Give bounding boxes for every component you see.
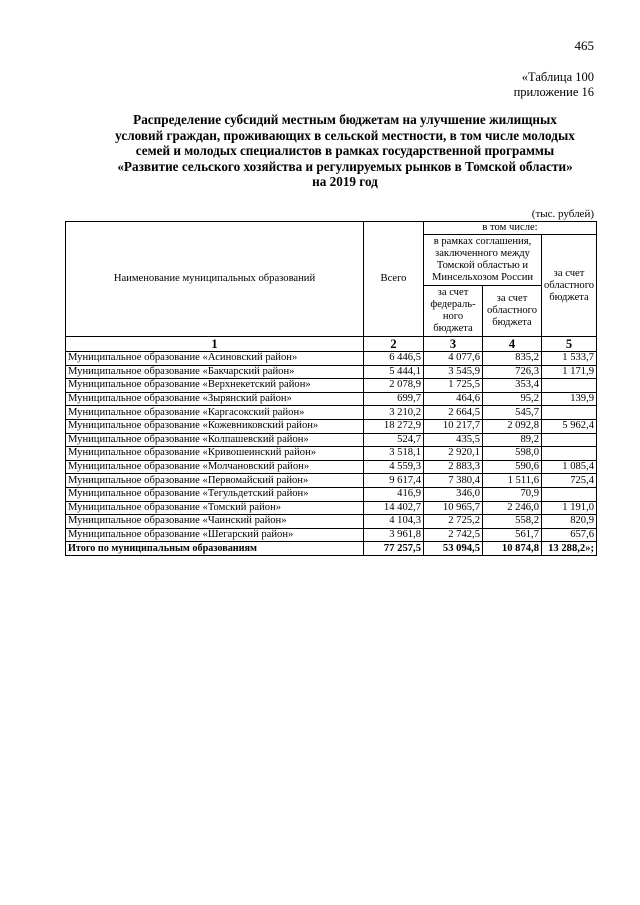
cell-regional-in: 726,3 <box>483 365 542 379</box>
column-number: 1 <box>66 337 364 352</box>
cell-regional <box>542 447 597 461</box>
cell-name: Муниципальное образование «Верхнекетский район» <box>66 379 364 393</box>
header-name: Наименование муниципальных образований <box>66 222 364 337</box>
cell-regional-in: 95,2 <box>483 392 542 406</box>
header-including: в том числе: <box>424 222 597 235</box>
cell-regional <box>542 487 597 501</box>
header-total: Всего <box>364 222 424 337</box>
cell-total: 3 961,8 <box>364 528 424 542</box>
column-number-row <box>66 337 597 352</box>
cell-name: Муниципальное образование «Каргасокский район» <box>66 406 364 420</box>
cell-name: Муниципальное образование «Кривошеинский район» <box>66 447 364 461</box>
cell-name: Муниципальное образование «Чаинский район» <box>66 515 364 529</box>
cell-name: Муниципальное образование «Молчановский район» <box>66 460 364 474</box>
cell-total: 524,7 <box>364 433 424 447</box>
table-row <box>66 406 597 420</box>
cell-name: Муниципальное образование «Бакчарский район» <box>66 365 364 379</box>
cell-federal: 464,6 <box>424 392 483 406</box>
title-line: «Развитие сельского хозяйства и регулируемых рынков в Томской области» <box>117 158 573 174</box>
cell-regional-in: 2 092,8 <box>483 419 542 433</box>
cell-name: Муниципальное образование «Кожевниковский район» <box>66 419 364 433</box>
cell-federal: 2 920,1 <box>424 447 483 461</box>
cell-name: Муниципальное образование «Зырянский район» <box>66 392 364 406</box>
cell-regional-in: 835,2 <box>483 352 542 366</box>
cell-regional-in: 590,6 <box>483 460 542 474</box>
cell-regional: 1 085,4 <box>542 460 597 474</box>
cell-regional: 725,4 <box>542 474 597 488</box>
cell-total: 699,7 <box>364 392 424 406</box>
table-header <box>66 222 597 352</box>
cell-federal: 10 965,7 <box>424 501 483 515</box>
cell-regional: 1 171,9 <box>542 365 597 379</box>
cell-federal: 10 217,7 <box>424 419 483 433</box>
table-row <box>66 379 597 393</box>
cell-regional-in: 2 246,0 <box>483 501 542 515</box>
cell-regional-in: 558,2 <box>483 515 542 529</box>
cell-total: 4 104,3 <box>364 515 424 529</box>
appendix-reference-line: приложение 16 <box>513 85 594 99</box>
table-row <box>66 515 597 529</box>
column-number: 4 <box>483 337 542 352</box>
cell-total: 2 078,9 <box>364 379 424 393</box>
total-name: Итого по муниципальным образованиям <box>66 542 364 556</box>
cell-regional: 820,9 <box>542 515 597 529</box>
table-row <box>66 392 597 406</box>
page-number: 465 <box>574 38 594 53</box>
cell-name: Муниципальное образование «Шегарский район» <box>66 528 364 542</box>
cell-total: 416,9 <box>364 487 424 501</box>
cell-name: Муниципальное образование «Первомайский район» <box>66 474 364 488</box>
cell-regional-in: 70,9 <box>483 487 542 501</box>
cell-total: 9 617,4 <box>364 474 424 488</box>
cell-federal: 435,5 <box>424 433 483 447</box>
cell-federal: 2 742,5 <box>424 528 483 542</box>
total-regional: 13 288,2»; <box>542 542 597 556</box>
table-body <box>66 352 597 556</box>
table-reference <box>514 70 594 100</box>
table-row <box>66 365 597 379</box>
header-regional-in-agreement: за счет областного бюджета <box>483 286 542 337</box>
cell-federal: 2 883,3 <box>424 460 483 474</box>
cell-federal: 2 725,2 <box>424 515 483 529</box>
totals-row <box>66 542 597 556</box>
cell-regional: 139,9 <box>542 392 597 406</box>
table-row <box>66 419 597 433</box>
column-number: 5 <box>542 337 597 352</box>
cell-regional-in: 561,7 <box>483 528 542 542</box>
column-number: 2 <box>364 337 424 352</box>
cell-regional-in: 545,7 <box>483 406 542 420</box>
table-row <box>66 447 597 461</box>
cell-regional <box>542 433 597 447</box>
cell-total: 3 210,2 <box>364 406 424 420</box>
cell-regional-in: 353,4 <box>483 379 542 393</box>
cell-total: 14 402,7 <box>364 501 424 515</box>
cell-regional: 1 533,7 <box>542 352 597 366</box>
header-regional: за счет областного бюджета <box>542 235 597 337</box>
title-line: семей и молодых специалистов в рамках государственной программы <box>135 143 555 159</box>
units-note: (тыс. рублей) <box>531 208 594 220</box>
cell-regional: 1 191,0 <box>542 501 597 515</box>
document-title <box>90 112 600 190</box>
cell-federal: 346,0 <box>424 487 483 501</box>
header-federal: за счет федераль-ного бюджета <box>424 286 483 337</box>
total-regional-in: 10 874,8 <box>483 542 542 556</box>
cell-regional <box>542 406 597 420</box>
cell-regional <box>542 379 597 393</box>
cell-federal: 3 545,9 <box>424 365 483 379</box>
cell-regional: 5 962,4 <box>542 419 597 433</box>
cell-federal: 7 380,4 <box>424 474 483 488</box>
cell-name: Муниципальное образование «Колпашевский район» <box>66 433 364 447</box>
header-agreement: в рамках соглашения, заключенного между Томской областью и Минсельхозом России <box>424 235 542 286</box>
title-line: Распределение субсидий местным бюджетам на улучшение жилищных <box>133 112 557 127</box>
table-row <box>66 528 597 542</box>
table-row <box>66 460 597 474</box>
table-row <box>66 474 597 488</box>
total-federal: 53 094,5 <box>424 542 483 556</box>
cell-regional-in: 598,0 <box>483 447 542 461</box>
table-reference-line: «Таблица 100 <box>521 70 594 84</box>
cell-total: 18 272,9 <box>364 419 424 433</box>
table-row <box>66 487 597 501</box>
cell-federal: 4 077,6 <box>424 352 483 366</box>
cell-total: 3 518,1 <box>364 447 424 461</box>
cell-regional: 657,6 <box>542 528 597 542</box>
cell-name: Муниципальное образование «Асиновский район» <box>66 352 364 366</box>
column-number: 3 <box>424 337 483 352</box>
cell-federal: 1 725,5 <box>424 379 483 393</box>
cell-total: 5 444,1 <box>364 365 424 379</box>
title-line: условий граждан, проживающих в сельской местности, в том числе молодых <box>115 127 575 143</box>
cell-federal: 2 664,5 <box>424 406 483 420</box>
cell-name: Муниципальное образование «Томский район» <box>66 501 364 515</box>
cell-total: 6 446,5 <box>364 352 424 366</box>
cell-regional-in: 1 511,6 <box>483 474 542 488</box>
cell-name: Муниципальное образование «Тегульдетский район» <box>66 487 364 501</box>
title-line: на 2019 год <box>312 174 378 190</box>
table-row <box>66 501 597 515</box>
table-row <box>66 352 597 366</box>
subsidy-table <box>65 221 597 556</box>
cell-total: 4 559,3 <box>364 460 424 474</box>
total-total: 77 257,5 <box>364 542 424 556</box>
table-row <box>66 433 597 447</box>
cell-regional-in: 89,2 <box>483 433 542 447</box>
